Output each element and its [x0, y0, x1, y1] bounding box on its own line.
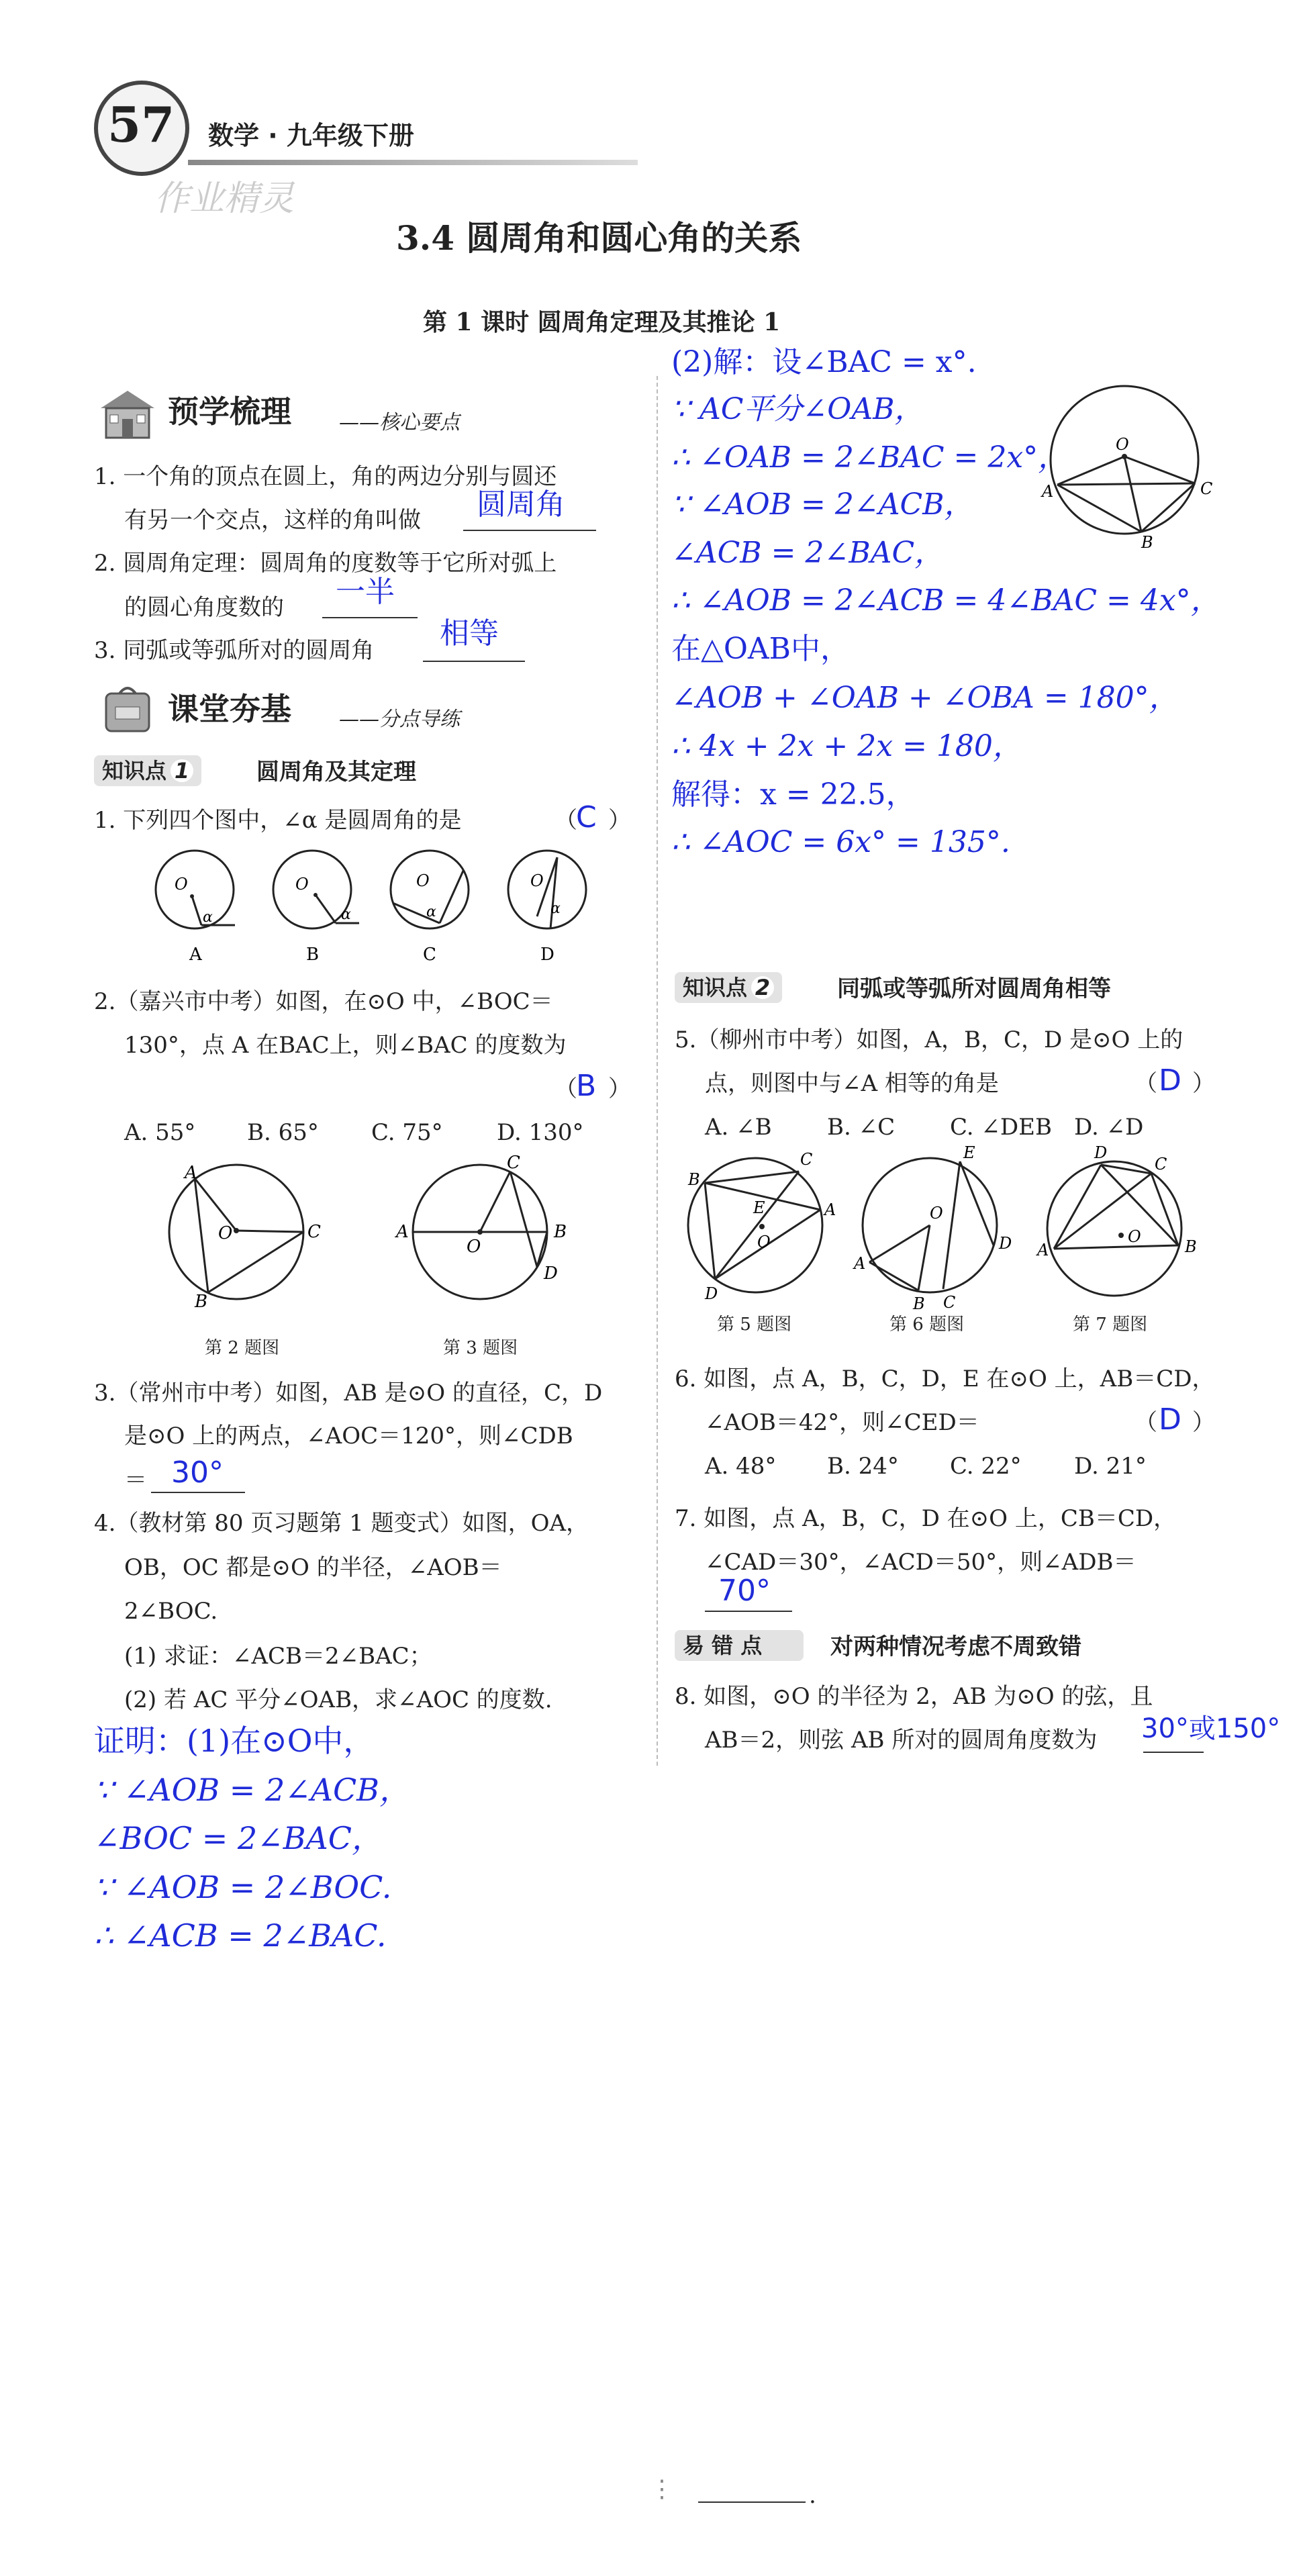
q4-line1: 4.（教材第 80 页习题第 1 题变式）如图，OA，	[94, 1510, 589, 1537]
q4-sol-8: ∠AOB + ∠OAB + ∠OBA = 180°，	[671, 681, 1179, 715]
kp1-num: 1	[171, 759, 193, 782]
header-rule	[188, 160, 638, 165]
q6-option-c: C. 22°	[950, 1453, 1022, 1480]
q4-proof-3: ∠BOC = 2∠BAC，	[94, 1820, 383, 1856]
kp1-label: 知识点	[102, 758, 167, 783]
knowledge-point-1	[94, 755, 201, 786]
svg-text:α: α	[550, 900, 561, 917]
book-title: 数学 · 九年级下册	[208, 121, 414, 150]
q1-fig-a	[156, 851, 235, 928]
svg-text:A: A	[396, 1222, 409, 1242]
q4-sol-5: ∠ACB = 2∠BAC，	[671, 536, 945, 570]
q6-option-a: A. 48°	[705, 1453, 777, 1480]
svg-text:α: α	[426, 904, 436, 920]
fig2-diagram	[169, 1163, 321, 1312]
svg-text:B: B	[913, 1294, 925, 1313]
footer-dots: ⋮	[650, 2475, 674, 2503]
fig3-diagram	[395, 1153, 567, 1299]
kp2-title: 同弧或等弧所对圆周角相等	[837, 975, 1111, 1002]
svg-text:C: C	[1200, 479, 1213, 498]
svg-text:α: α	[203, 909, 213, 926]
q4-proof-1: 证明：(1)在⊙O中，	[94, 1723, 375, 1759]
q5-answer: D	[1159, 1063, 1181, 1098]
svg-text:C: C	[943, 1293, 956, 1312]
svg-text:D: D	[544, 1263, 558, 1284]
q4-sol-11: ∴ ∠AOC = 6x° = 135°.	[671, 825, 1010, 859]
q4-line3: 2∠BOC.	[124, 1598, 218, 1625]
q2-line2: 130°，点 A 在BAC上，则∠BAC 的度数为	[124, 1032, 567, 1059]
q4-sol-9: ∴ 4x + 2x + 2x = 180，	[671, 729, 1022, 763]
q2-q3-figures	[161, 1153, 591, 1339]
q8-blank	[1143, 1749, 1204, 1753]
error-point: 易 错 点	[675, 1630, 804, 1661]
svg-text:B: B	[688, 1170, 700, 1189]
svg-text:O: O	[218, 1223, 233, 1243]
q7-answer: 70°	[718, 1574, 771, 1608]
q2-answer: B	[576, 1069, 597, 1103]
q5-option-a: A. ∠B	[705, 1114, 772, 1141]
error-point-title: 对两种情况考虑不周致错	[830, 1633, 1081, 1660]
fig6-caption: 第 6 题图	[889, 1315, 965, 1335]
svg-text:A: A	[185, 1163, 197, 1183]
q4-part1: (1) 求证：∠ACB＝2∠BAC；	[124, 1643, 432, 1670]
q8-line2: AB＝2，则弦 AB 所对的圆周角度数为	[705, 1727, 1098, 1754]
svg-text:O: O	[930, 1204, 943, 1223]
svg-text:D: D	[1094, 1143, 1108, 1162]
watermark: 作业精灵	[154, 179, 295, 219]
svg-text:B: B	[195, 1292, 208, 1312]
q2-option-d: D. 130°	[497, 1119, 584, 1146]
q3-line2: 是⊙O 上的两点，∠AOC＝120°，则∠CDB	[124, 1423, 573, 1449]
q1-stem: 1. 下列四个图中，∠α 是圆周角的是	[94, 807, 462, 834]
q3-line3: ＝	[124, 1467, 147, 1494]
svg-text:O: O	[1128, 1227, 1141, 1246]
q2-option-a: A. 55°	[124, 1119, 196, 1146]
q5-option-d: D. ∠D	[1074, 1114, 1144, 1141]
q1-paren-open: （	[554, 807, 577, 834]
q6-paren-open: （	[1135, 1409, 1157, 1436]
svg-text:A: A	[1037, 1241, 1049, 1259]
svg-text:A: A	[1042, 482, 1054, 501]
svg-text:D: D	[999, 1234, 1012, 1253]
q1-figures	[128, 843, 611, 970]
svg-text:O: O	[1116, 435, 1129, 454]
q3-line1: 3.（常州市中考）如图，AB 是⊙O 的直径，C，D	[94, 1380, 603, 1406]
svg-text:O: O	[175, 875, 188, 894]
q6-option-b: B. 24°	[827, 1453, 899, 1480]
svg-text:B: B	[554, 1222, 567, 1242]
q2-option-c: C. 75°	[371, 1119, 443, 1146]
q1-label-b: B	[306, 945, 320, 965]
q5-line1: 5.（柳州市中考）如图，A，B，C，D 是⊙O 上的	[675, 1027, 1184, 1053]
svg-text:A: A	[824, 1200, 836, 1219]
svg-text:E: E	[963, 1143, 975, 1162]
q4-proof-5: ∴ ∠ACB = 2∠BAC.	[94, 1917, 387, 1954]
svg-text:E: E	[753, 1198, 765, 1217]
q7-line1: 7. 如图，点 A，B，C，D 在⊙O 上，CB＝CD，	[675, 1505, 1177, 1532]
fig6-diagram	[853, 1143, 1012, 1313]
q4-sol-4: ∵ ∠AOB = 2∠ACB，	[671, 487, 974, 522]
preview-q3-answer: 相等	[440, 616, 499, 651]
svg-text:C: C	[800, 1150, 813, 1169]
page-number: 57	[107, 96, 175, 153]
svg-text:B: B	[1141, 533, 1153, 552]
school-icon	[94, 388, 161, 440]
fig2-caption: 第 2 题图	[205, 1338, 280, 1358]
classroom-title: 课堂夯基	[168, 691, 291, 727]
svg-text:O: O	[295, 875, 309, 894]
preview-subtitle: ——核心要点	[339, 411, 460, 434]
preview-q2-blank	[322, 614, 418, 618]
svg-text:C: C	[307, 1222, 321, 1242]
preview-q2-answer: 一半	[336, 575, 395, 609]
classroom-subtitle: ——分点导练	[339, 708, 460, 731]
q1-paren-close: ）	[608, 807, 631, 834]
q7-blank	[705, 1608, 792, 1612]
lesson-title: 第 1 课时 圆周角定理及其推论 1	[423, 308, 781, 336]
q5-option-c: C. ∠DEB	[950, 1114, 1052, 1141]
knowledge-point-2	[675, 972, 782, 1003]
preview-q1-answer: 圆周角	[477, 487, 565, 522]
preview-q3-line: 3. 同弧或等弧所对的圆周角	[94, 637, 375, 664]
q6-answer: D	[1159, 1402, 1181, 1437]
svg-text:O: O	[757, 1233, 771, 1251]
preview-q1-line2: 有另一个交点，这样的角叫做	[124, 507, 421, 534]
q1-fig-b	[273, 851, 359, 928]
q5-option-b: B. ∠C	[827, 1114, 896, 1141]
bag-icon	[94, 681, 161, 735]
kp2-num: 2	[751, 976, 774, 999]
fig5-caption: 第 5 题图	[717, 1315, 792, 1335]
svg-text:O: O	[467, 1237, 481, 1257]
q1-label-a: A	[189, 945, 202, 965]
preview-q3-blank	[423, 658, 525, 662]
footer-blank	[698, 2499, 806, 2503]
q4-proof-4: ∵ ∠AOB = 2∠BOC.	[94, 1869, 392, 1905]
preview-q1-blank	[463, 527, 596, 531]
q4-part2: (2) 若 AC 平分∠OAB，求∠AOC 的度数.	[124, 1686, 552, 1713]
svg-text:O: O	[530, 871, 544, 890]
q4-proof-2: ∵ ∠AOB = 2∠ACB，	[94, 1772, 410, 1808]
q2-paren-close: ）	[608, 1076, 631, 1102]
kp1-title: 圆周角及其定理	[256, 759, 416, 785]
q8-answer: 30°或150°	[1141, 1713, 1281, 1744]
svg-text:α: α	[341, 906, 351, 923]
q2-line1: 2.（嘉兴市中考）如图，在⊙O 中，∠BOC＝	[94, 988, 553, 1015]
fig7-diagram	[1036, 1143, 1197, 1296]
preview-q2-line2: 的圆心角度数的	[124, 594, 284, 621]
fig7-caption: 第 7 题图	[1073, 1315, 1148, 1335]
svg-text:C: C	[507, 1153, 520, 1173]
q1-label-d: D	[540, 945, 554, 965]
q5-paren-close: ）	[1192, 1070, 1215, 1097]
column-divider	[657, 376, 658, 1766]
q4-figure	[1034, 376, 1213, 552]
q1-label-c: C	[423, 945, 436, 965]
q4-line2: OB，OC 都是⊙O 的半径，∠AOB＝	[124, 1554, 502, 1581]
fig5-diagram	[687, 1150, 836, 1303]
q6-line1: 6. 如图，点 A，B，C，D，E 在⊙O 上，AB＝CD，	[675, 1366, 1215, 1392]
svg-text:B: B	[1185, 1237, 1197, 1256]
q4-sol-6: ∴ ∠AOB = 2∠ACB = 4∠BAC = 4x°，	[671, 583, 1220, 618]
footer-period: .	[809, 2482, 816, 2509]
q1-answer: C	[576, 800, 597, 834]
q7-line2: ∠CAD＝30°，∠ACD＝50°，则∠ADB＝	[705, 1549, 1137, 1576]
q2-option-b: B. 65°	[247, 1119, 319, 1146]
q1-fig-d	[508, 851, 586, 928]
svg-text:D: D	[705, 1284, 718, 1303]
q2-paren-open: （	[554, 1076, 577, 1102]
q6-option-d: D. 21°	[1074, 1453, 1147, 1480]
q4-sol-3: ∴ ∠OAB = 2∠BAC = 2x°，	[671, 440, 1068, 475]
svg-text:O: O	[416, 871, 430, 890]
preview-q1-line1: 1. 一个角的顶点在圆上，角的两边分别与圆还	[94, 463, 557, 490]
q4-sol-2: ∵ AC平分∠OAB，	[671, 392, 924, 426]
q4-sol-10: 解得：x = 22.5，	[671, 777, 916, 812]
kp2-label: 知识点	[683, 975, 748, 1000]
q4-sol-1: (2)解：设∠BAC = x°.	[671, 345, 977, 379]
fig3-caption: 第 3 题图	[443, 1338, 518, 1358]
chapter-title: 3.4 圆周角和圆心角的关系	[396, 218, 802, 258]
q6-paren-close: ）	[1192, 1409, 1215, 1436]
preview-title: 预学梳理	[168, 393, 291, 430]
svg-text:C: C	[1155, 1155, 1167, 1174]
q5-q7-figures	[678, 1143, 1208, 1316]
preview-q2-line1: 2. 圆周角定理：圆周角的度数等于它所对弧上	[94, 550, 557, 577]
q8-line1: 8. 如图，⊙O 的半径为 2，AB 为⊙O 的弦，且	[675, 1683, 1153, 1710]
svg-text:A: A	[854, 1254, 866, 1273]
q3-answer: 30°	[171, 1456, 224, 1490]
q5-line2: 点，则图中与∠A 相等的角是	[705, 1070, 999, 1097]
q5-paren-open: （	[1135, 1070, 1157, 1097]
q1-fig-c	[391, 851, 469, 928]
q6-line2: ∠AOB＝42°，则∠CED＝	[705, 1409, 979, 1436]
q4-sol-7: 在△OAB中，	[671, 632, 851, 666]
